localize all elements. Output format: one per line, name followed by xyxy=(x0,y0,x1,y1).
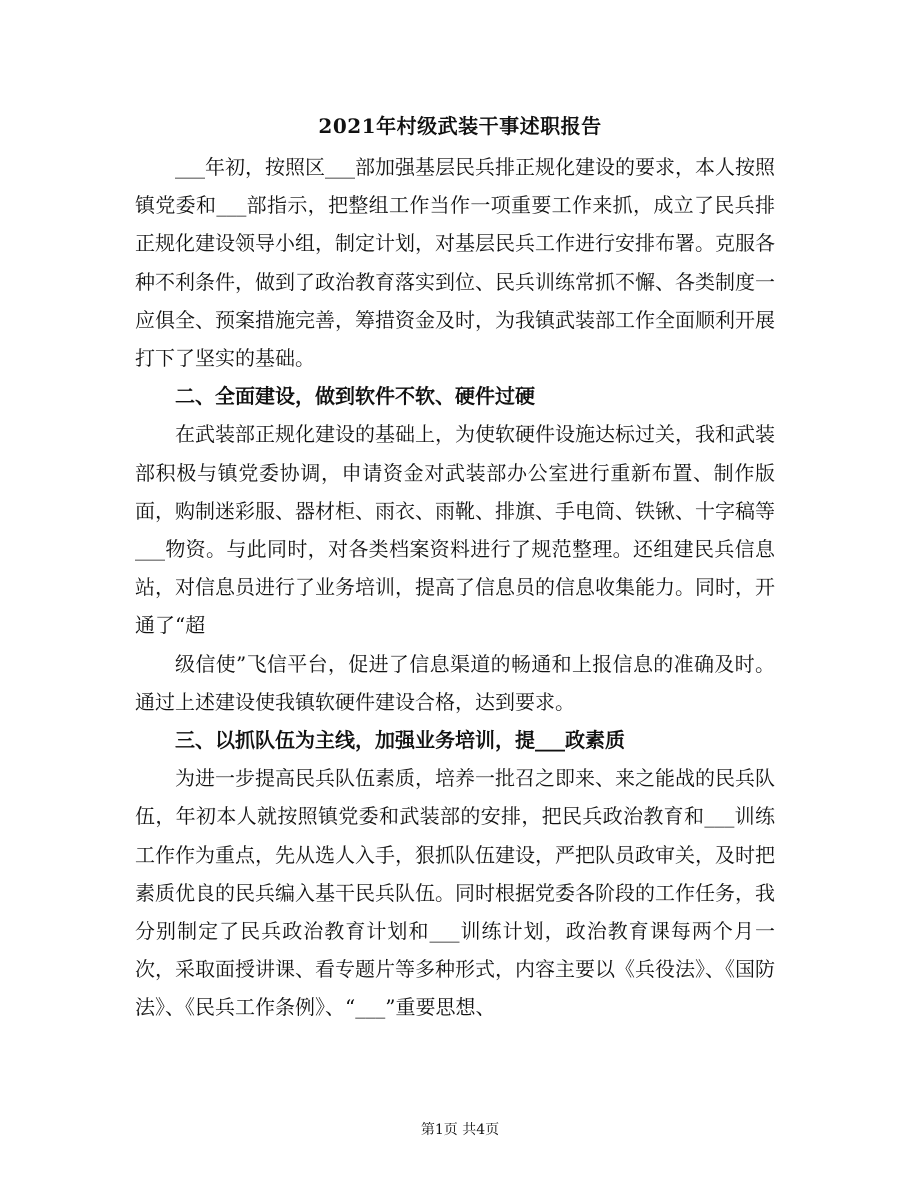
document-body xyxy=(135,148,775,1027)
document-title: 2021年村级武装干事述职报告 xyxy=(318,114,602,138)
paragraph: 在武装部正规化建设的基础上，为使软硬件设施达标过关，我和武装部积极与镇党委协调，申请资金对武装部办公室进行重新布置、制作版面，购制迷彩服、器材柜、雨衣、雨靴、排旗、手电筒、铁锹、十字稿等___物资。与此同时，对各类档案资料进行了规范整理。还组建民兵信息站，对信息员进行了业务培训，提高了信息员的信息收集能力。同时，开通了“超 xyxy=(135,422,775,638)
section-heading: 三、以抓队伍为主线，加强业务培训，提___政素质 xyxy=(175,728,625,753)
paragraph: 为进一步提高民兵队伍素质，培养一批召之即来、来之能战的民兵队伍，年初本人就按照镇党委和武装部的安排，把民兵政治教育和___训练工作作为重点，先从选人入手，狠抓队伍建设，严把队员政审关，及时把素质优良的民兵编入基干民兵队伍。同时根据党委各阶段的工作任务，我分别制定了民兵政治教育计划和___训练计划，政治教育课每两个月一次，采取面授讲课、看专题片等多种形式，内容主要以《兵役法》、《国防法》、《民兵工作条例》、“___”重要思想、 xyxy=(135,766,775,1020)
page-footer: 第1页 共4页 xyxy=(420,1122,500,1138)
paragraph: 级信使”飞信平台，促进了信息渠道的畅通和上报信息的准确及时。通过上述建设使我镇软硬件建设合格，达到要求。 xyxy=(135,651,775,714)
paragraph: ___年初，按照区___部加强基层民兵排正规化建设的要求，本人按照镇党委和___部指示，把整组工作当作一项重要工作来抓，成立了民兵排正规化建设领导小组，制定计划，对基层民兵工作进行安排布署。克服各种不利条件，做到了政治教育落实到位、民兵训练常抓不懈、各类制度一应俱全、预案措施完善，筹措资金及时，为我镇武装部工作全面顺利开展打下了坚实的基础。 xyxy=(135,155,775,371)
section-heading: 二、全面建设，做到软件不软、硬件过硬 xyxy=(175,384,535,409)
